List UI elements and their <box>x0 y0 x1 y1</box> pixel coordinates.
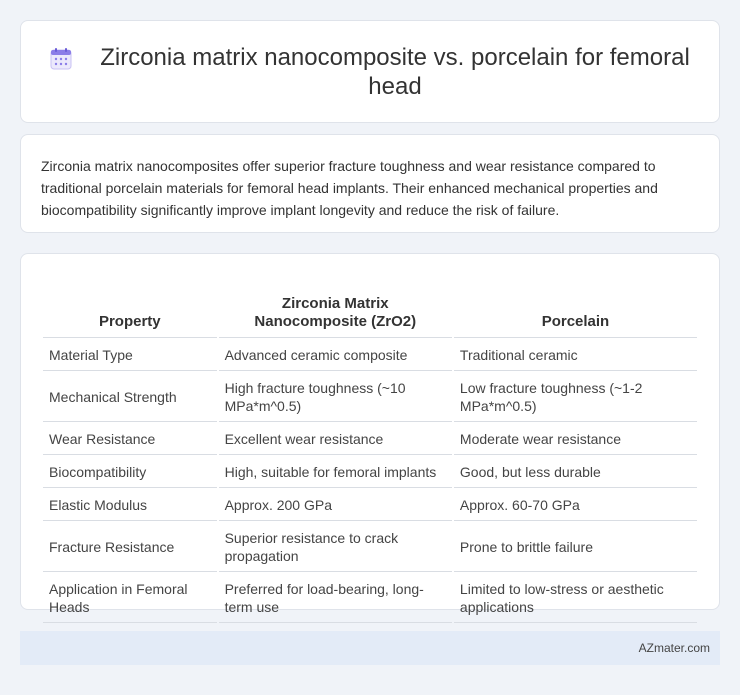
table-row <box>43 490 697 521</box>
table-cell: Biocompatibility <box>43 457 217 488</box>
footer <box>20 631 720 665</box>
table-cell: Superior resistance to crack propagation <box>219 523 452 572</box>
table-cell: Prone to brittle failure <box>454 523 697 572</box>
table-cell: Wear Resistance <box>43 424 217 455</box>
table-cell: Excellent wear resistance <box>219 424 452 455</box>
table-row <box>43 574 697 623</box>
table-cell: Elastic Modulus <box>43 490 217 521</box>
table-cell: Fracture Resistance <box>43 523 217 572</box>
table-row <box>43 373 697 422</box>
table-cell: Approx. 200 GPa <box>219 490 452 521</box>
comparison-table-card <box>20 253 720 615</box>
table-cell: Mechanical Strength <box>43 373 217 422</box>
table-cell: Material Type <box>43 340 217 371</box>
table-cell: Good, but less durable <box>454 457 697 488</box>
footer-brand-link[interactable]: AZmater.com <box>638 641 710 655</box>
calendar-icon <box>49 47 73 71</box>
column-header-porcelain: Porcelain <box>454 276 697 338</box>
table-cell: High, suitable for femoral implants <box>219 457 452 488</box>
table-cell: Advanced ceramic composite <box>219 340 452 371</box>
table-row <box>43 457 697 488</box>
table-cell: Application in Femoral Heads <box>43 574 217 623</box>
intro-card <box>20 134 720 233</box>
page-title: Zirconia matrix nanocomposite vs. porcelain for femoral head <box>100 43 690 100</box>
table-cell: Approx. 60-70 GPa <box>454 490 697 521</box>
table-cell: Low fracture toughness (~1-2 MPa*m^0.5) <box>454 373 697 422</box>
title-row <box>21 21 719 122</box>
table-cell: Moderate wear resistance <box>454 424 697 455</box>
table-cell: Preferred for load-bearing, long-term use <box>219 574 452 623</box>
table-header-row <box>43 276 697 338</box>
table-cell: Limited to low-stress or aesthetic applications <box>454 574 697 623</box>
table-cell: High fracture toughness (~10 MPa*m^0.5) <box>219 373 452 422</box>
table-row <box>43 523 697 572</box>
column-header-property: Property <box>43 276 217 338</box>
table-cell: Traditional ceramic <box>454 340 697 371</box>
column-header-zirconia: Zirconia Matrix Nanocomposite (ZrO2) <box>219 276 452 338</box>
intro-paragraph: Zirconia matrix nanocomposites offer superior fracture toughness and wear resistance compared to traditional porcelain materials for femoral head implants. Their enhanced mechanical properties and biocompatibility significantly improve implant longevity and reduce the risk of failure. <box>41 158 658 218</box>
title-card <box>20 20 720 123</box>
comparison-table <box>41 274 699 625</box>
table-row <box>43 340 697 371</box>
table-row <box>43 424 697 455</box>
